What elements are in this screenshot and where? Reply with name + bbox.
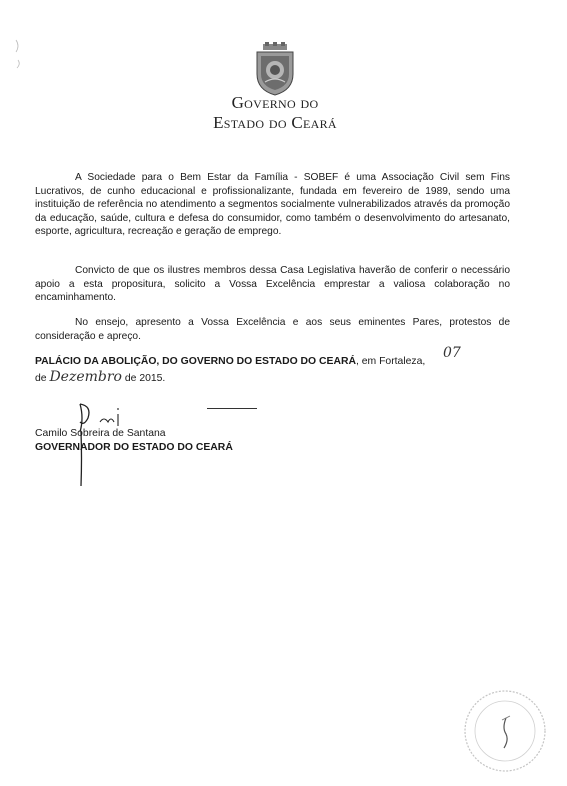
paragraph-1-text: A Sociedade para o Bem Estar da Família - SOBEF é uma Associação Civil sem Fins Lucrativos, de cunho educacional e profissionalizante, fundada em fevereiro de 1989, sendo uma instituição de referência no atendimento a segmentos socialmente vulnerabilizados através da promoção da educação, saúde, cultura e defesa do consumidor, como também o desenvolvimento do artesanato, esporte, agricultura, recreação e geração de emprego. <box>35 172 510 238</box>
government-title-line1: Governo do <box>231 93 319 112</box>
scan-artifact <box>10 30 30 80</box>
place-bold: PALÁCIO DA ABOLIÇÃO, DO GOVERNO DO ESTADO DO CEARÁ <box>35 356 356 367</box>
paragraph-1 <box>35 171 510 239</box>
date-de: de <box>35 373 47 384</box>
signer-role: GOVERNADOR DO ESTADO DO CEARÁ <box>35 442 233 453</box>
handwritten-day: 07 <box>443 345 461 361</box>
paragraph-2 <box>35 264 510 305</box>
date-year: de 2015. <box>124 373 166 384</box>
paragraph-3-text: No ensejo, apresento a Vossa Excelência e aos seus eminentes Pares, protestos de consideração e apreço. <box>35 317 510 342</box>
date-line <box>35 369 165 385</box>
government-title-line2: Estado do Ceará <box>213 113 337 132</box>
signer-name: Camilo Sobreira de Santana <box>35 428 166 439</box>
handwritten-month: Dezembro <box>49 369 122 385</box>
signature-stroke <box>207 408 257 409</box>
place-rest: , em Fortaleza, <box>355 356 426 367</box>
protocol-stamp-icon <box>462 688 548 774</box>
paragraph-3 <box>35 316 510 343</box>
paragraph-2-text: Convicto de que os ilustres membros dessa Casa Legislativa haverão de conferir o necessário apoio a esta propositura, solicito a Vossa Excelência emprestar a valiosa colaboração no encaminhamento. <box>35 265 510 304</box>
state-coat-of-arms-icon <box>253 42 297 96</box>
